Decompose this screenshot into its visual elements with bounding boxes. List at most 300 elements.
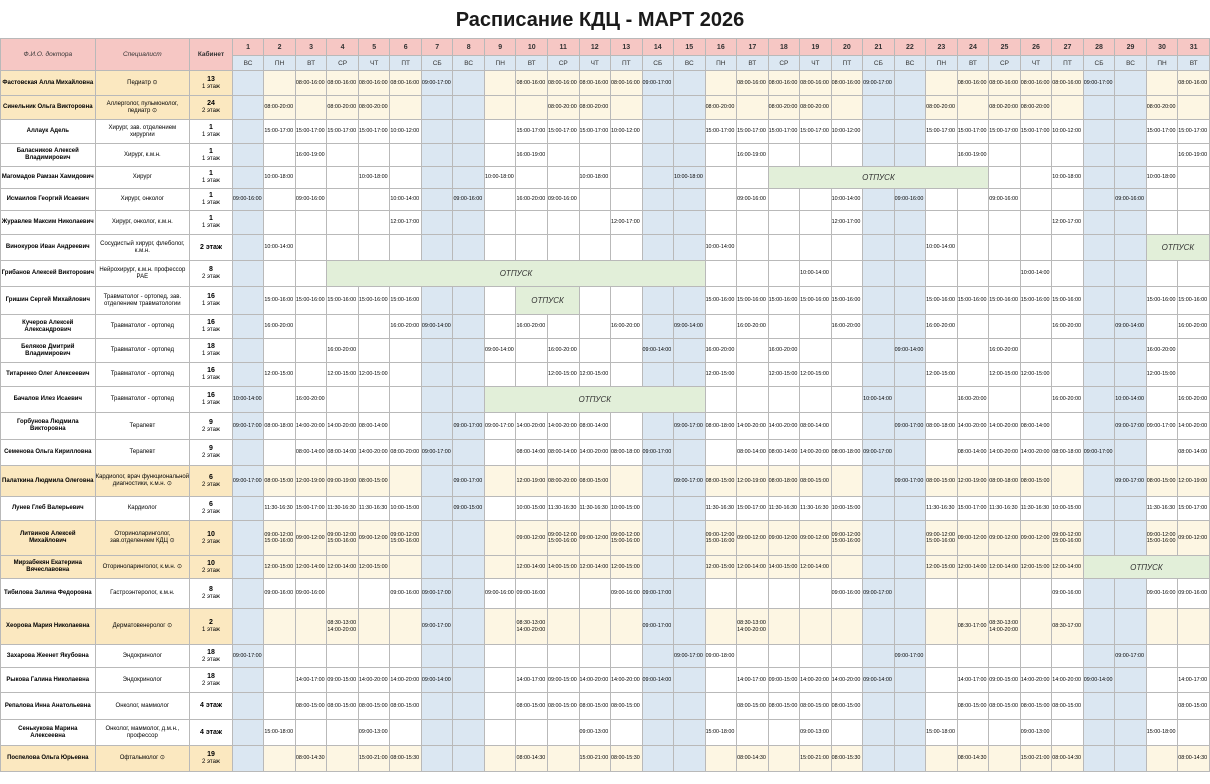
schedule-cell (674, 235, 706, 261)
doctor-row (1, 211, 1210, 235)
schedule-cell: 10:00-18:00 (1146, 167, 1178, 189)
cabinet-number: 16 (207, 392, 215, 400)
schedule-cell (579, 579, 611, 609)
doctor-specialty: Терапевт (95, 440, 190, 466)
schedule-cell: 09:00-12:00 (957, 521, 989, 556)
schedule-cell: 15:00-18:00 (264, 720, 296, 746)
schedule-cell: 08:00-14:30 (1052, 746, 1084, 772)
schedule-cell (831, 261, 863, 287)
schedule-cell (1178, 189, 1210, 211)
schedule-cell (232, 497, 264, 521)
schedule-cell (484, 521, 516, 556)
schedule-cell: 16:00-19:00 (737, 144, 769, 167)
schedule-cell: 11:30-16:30 (547, 497, 579, 521)
schedule-cell (547, 235, 579, 261)
schedule-cell (484, 235, 516, 261)
schedule-cell: 15:00-16:00 (800, 287, 832, 315)
schedule-cell: 15:00-18:00 (705, 720, 737, 746)
schedule-cell (1115, 96, 1147, 120)
day-number: 1 (232, 39, 264, 56)
schedule-cell: 15:00-17:00 (516, 120, 548, 144)
schedule-cell: 14:00-20:00 (1052, 668, 1084, 693)
schedule-cell: 08:00-18:00 (989, 466, 1021, 497)
schedule-cell (642, 167, 674, 189)
doctor-specialty: Хирург, онколог (95, 189, 190, 211)
schedule-cell (737, 339, 769, 363)
schedule-cell: 11:30-16:30 (327, 497, 359, 521)
schedule-cell (705, 189, 737, 211)
schedule-cell: 09:00-12:00 15:00-16:00 (327, 521, 359, 556)
schedule-cell: 08:00-15:00 (1146, 466, 1178, 497)
schedule-cell: 15:00-17:00 (547, 120, 579, 144)
schedule-cell: 08:00-20:00 (547, 466, 579, 497)
schedule-cell (1083, 363, 1115, 387)
schedule-cell: 14:00-15:00 (547, 556, 579, 579)
doctor-cabinet (190, 144, 233, 167)
cabinet-number: 18 (207, 648, 215, 656)
schedule-cell (232, 579, 264, 609)
schedule-cell (674, 579, 706, 609)
schedule-cell: 09:00-17:00 (1115, 466, 1147, 497)
day-number: 22 (894, 39, 926, 56)
schedule-cell: 08:30-13:00 14:00-20:00 (327, 609, 359, 645)
schedule-cell: 16:00-19:00 (1178, 144, 1210, 167)
schedule-cell: 09:00-17:00 (642, 579, 674, 609)
schedule-cell: 08:00-20:00 (800, 96, 832, 120)
schedule-cell (1083, 497, 1115, 521)
schedule-cell (863, 235, 895, 261)
schedule-cell: 12:00-15:00 (926, 556, 958, 579)
schedule-cell: 09:00-16:00 (611, 579, 643, 609)
cabinet-number: 16 (207, 319, 215, 327)
schedule-cell: 08:00-14:00 (768, 440, 800, 466)
schedule-cell: 16:00-20:00 (547, 339, 579, 363)
schedule-cell (831, 645, 863, 668)
schedule-cell (232, 668, 264, 693)
schedule-cell (579, 339, 611, 363)
day-number: 17 (737, 39, 769, 56)
schedule-cell (989, 235, 1021, 261)
schedule-cell (642, 144, 674, 167)
schedule-cell (453, 363, 485, 387)
cabinet-number: 2 этаж (200, 243, 222, 251)
doctor-name: Грибанов Алексей Викторович (1, 261, 96, 287)
doctor-row (1, 693, 1210, 720)
schedule-cell: 08:00-14:30 (516, 746, 548, 772)
schedule-cell (1052, 645, 1084, 668)
schedule-cell (705, 609, 737, 645)
schedule-cell: 09:00-16:00 (453, 189, 485, 211)
schedule-cell (863, 363, 895, 387)
schedule-cell (232, 693, 264, 720)
schedule-cell (957, 579, 989, 609)
day-of-week: ВС (453, 56, 485, 71)
schedule-cell (611, 189, 643, 211)
schedule-cell: 11:30-16:30 (705, 497, 737, 521)
schedule-cell (1115, 497, 1147, 521)
schedule-cell: 09:00-16:00 (295, 579, 327, 609)
schedule-cell: 08:00-15:00 (1020, 693, 1052, 720)
schedule-cell: 08:00-15:00 (737, 693, 769, 720)
schedule-cell (1146, 71, 1178, 96)
schedule-cell: 15:00-16:00 (705, 287, 737, 315)
schedule-cell (1083, 693, 1115, 720)
cabinet-number: 18 (207, 672, 215, 680)
schedule-cell: 08:00-18:00 (705, 413, 737, 440)
schedule-cell: 15:00-16:00 (358, 287, 390, 315)
schedule-cell: 08:00-15:00 (390, 693, 422, 720)
schedule-cell: 09:00-13:00 (579, 720, 611, 746)
day-number: 18 (768, 39, 800, 56)
cabinet-number: 8 (209, 586, 213, 594)
doctor-row (1, 96, 1210, 120)
schedule-cell (264, 440, 296, 466)
schedule-cell (1083, 339, 1115, 363)
schedule-cell: 11:30-16:30 (358, 497, 390, 521)
schedule-cell (674, 189, 706, 211)
schedule-cell: 08:00-20:00 (989, 96, 1021, 120)
schedule-cell: 09:00-12:00 15:00-16:00 (1052, 521, 1084, 556)
schedule-cell: 09:00-17:00 (421, 71, 453, 96)
schedule-cell: 08:00-14:00 (358, 413, 390, 440)
day-of-week: ВС (1115, 56, 1147, 71)
doctor-row (1, 235, 1210, 261)
schedule-cell: 12:00-19:00 (957, 466, 989, 497)
schedule-cell (264, 645, 296, 668)
schedule-cell (232, 120, 264, 144)
schedule-cell: 09:00-17:00 (421, 579, 453, 609)
schedule-cell: 08:00-15:00 (926, 466, 958, 497)
schedule-cell: 15:00-17:00 (1146, 120, 1178, 144)
schedule-cell (1115, 693, 1147, 720)
schedule-cell (516, 363, 548, 387)
schedule-cell (295, 261, 327, 287)
schedule-cell (642, 189, 674, 211)
day-of-week: ВТ (737, 56, 769, 71)
schedule-cell (453, 287, 485, 315)
schedule-cell: 08:00-16:00 (768, 71, 800, 96)
schedule-cell (484, 440, 516, 466)
schedule-cell: 12:00-15:00 (1020, 556, 1052, 579)
day-of-week: СБ (1083, 56, 1115, 71)
schedule-cell (1178, 96, 1210, 120)
schedule-cell (327, 189, 359, 211)
schedule-cell: 09:00-13:00 (1020, 720, 1052, 746)
schedule-cell: 09:00-12:00 (800, 521, 832, 556)
schedule-cell (674, 556, 706, 579)
doctor-cabinet (190, 609, 233, 645)
day-number: 24 (957, 39, 989, 56)
schedule-cell (1178, 609, 1210, 645)
schedule-cell (737, 363, 769, 387)
day-number: 7 (421, 39, 453, 56)
schedule-cell: 11:30-16:30 (989, 497, 1021, 521)
schedule-cell: 09:00-13:00 (800, 720, 832, 746)
day-of-week: ЧТ (800, 56, 832, 71)
schedule-cell (1115, 668, 1147, 693)
doctor-cabinet (190, 720, 233, 746)
schedule-cell (264, 693, 296, 720)
doctor-specialty: Сосудистый хирург, флеболог, к.м.н. (95, 235, 190, 261)
doctor-name: Литвинов Алексей Михайлович (1, 521, 96, 556)
schedule-cell: 11:30-16:30 (800, 497, 832, 521)
schedule-cell: 14:00-20:00 (989, 413, 1021, 440)
schedule-cell: 09:00-17:00 (863, 71, 895, 96)
schedule-cell (264, 668, 296, 693)
schedule-cell (894, 497, 926, 521)
schedule-cell: 09:00-13:00 (358, 720, 390, 746)
schedule-cell (547, 746, 579, 772)
day-number: 6 (390, 39, 422, 56)
schedule-cell (894, 120, 926, 144)
schedule-cell (1020, 235, 1052, 261)
schedule-cell: 12:00-15:00 (358, 556, 390, 579)
doctor-specialty: Хирург, к.м.н. (95, 144, 190, 167)
schedule-cell: 12:00-14:00 (579, 556, 611, 579)
schedule-cell (516, 339, 548, 363)
cabinet-number: 9 (209, 418, 213, 426)
schedule-cell (1115, 144, 1147, 167)
schedule-cell: 08:00-18:00 (926, 413, 958, 440)
doctor-row (1, 497, 1210, 521)
schedule-cell (863, 96, 895, 120)
schedule-cell (800, 211, 832, 235)
schedule-cell (327, 746, 359, 772)
schedule-table (0, 38, 1210, 772)
schedule-cell: 12:00-14:00 (327, 556, 359, 579)
schedule-cell: 12:00-15:00 (989, 363, 1021, 387)
schedule-cell: 16:00-20:00 (957, 387, 989, 413)
schedule-cell: 12:00-17:00 (831, 211, 863, 235)
schedule-cell (894, 261, 926, 287)
schedule-cell: 15:00-17:00 (926, 120, 958, 144)
schedule-cell (453, 235, 485, 261)
cabinet-floor: 2 этаж (201, 108, 220, 115)
schedule-cell: 09:00-17:00 (863, 440, 895, 466)
schedule-cell (642, 413, 674, 440)
schedule-cell: 09:00-15:00 (989, 668, 1021, 693)
schedule-cell (611, 339, 643, 363)
schedule-cell: 08:00-15:00 (295, 693, 327, 720)
schedule-cell: 08:00-15:30 (611, 746, 643, 772)
cabinet-floor: 2 этаж (201, 680, 220, 687)
schedule-cell (611, 144, 643, 167)
cabinet-number: 4 этаж (200, 702, 222, 710)
schedule-cell: 12:00-14:00 (516, 556, 548, 579)
schedule-cell (1115, 579, 1147, 609)
schedule-cell: 10:00-14:00 (232, 387, 264, 413)
doctor-row (1, 387, 1210, 413)
vacation-block: ОТПУСК (1146, 235, 1209, 261)
day-of-week: СР (989, 56, 1021, 71)
schedule-cell (579, 609, 611, 645)
day-number: 5 (358, 39, 390, 56)
schedule-cell: 09:00-17:00 (894, 645, 926, 668)
schedule-cell: 08:00-14:00 (547, 440, 579, 466)
schedule-cell: 09:00-17:00 (642, 609, 674, 645)
schedule-cell (232, 144, 264, 167)
schedule-cell: 16:00-20:00 (611, 315, 643, 339)
schedule-cell (295, 363, 327, 387)
schedule-cell: 08:00-14:00 (295, 440, 327, 466)
doctor-name: Фастовская Алла Михайловна (1, 71, 96, 96)
schedule-cell: 09:00-12:00 (516, 521, 548, 556)
schedule-cell (1020, 645, 1052, 668)
schedule-cell (453, 440, 485, 466)
schedule-cell (957, 189, 989, 211)
schedule-cell (863, 315, 895, 339)
schedule-cell (863, 746, 895, 772)
schedule-cell (863, 693, 895, 720)
schedule-cell (295, 645, 327, 668)
schedule-cell (327, 167, 359, 189)
cabinet-number: 13 (207, 75, 215, 83)
schedule-cell (358, 609, 390, 645)
doctor-specialty: Кардиолог (95, 497, 190, 521)
schedule-cell: 11:30-16:30 (768, 497, 800, 521)
schedule-cell (453, 556, 485, 579)
schedule-cell (894, 521, 926, 556)
day-of-week: ПТ (1052, 56, 1084, 71)
schedule-cell (1052, 189, 1084, 211)
schedule-cell (264, 387, 296, 413)
doctor-name: Магомадов Рамзан Хамидович (1, 167, 96, 189)
schedule-cell: 09:00-17:00 (642, 440, 674, 466)
schedule-cell: 12:00-15:00 (800, 363, 832, 387)
schedule-cell (1146, 189, 1178, 211)
schedule-cell: 08:00-14:00 (516, 440, 548, 466)
schedule-cell: 14:00-20:00 (768, 413, 800, 440)
schedule-cell: 09:00-15:00 (453, 497, 485, 521)
cabinet-number: 24 (207, 100, 215, 108)
schedule-cell (1083, 235, 1115, 261)
doctor-specialty: Оториноларинголог, к.м.н. ⊙ (95, 556, 190, 579)
schedule-cell: 09:00-17:00 (232, 466, 264, 497)
doctor-name: Журавлев Максим Николаевич (1, 211, 96, 235)
schedule-cell (1052, 466, 1084, 497)
schedule-cell: 14:00-17:00 (737, 668, 769, 693)
doctor-cabinet (190, 211, 233, 235)
doctor-name: Горбунова Людмила Викторовна (1, 413, 96, 440)
schedule-cell (547, 315, 579, 339)
schedule-cell (1020, 579, 1052, 609)
schedule-cell (453, 387, 485, 413)
schedule-cell (894, 71, 926, 96)
schedule-cell (453, 668, 485, 693)
schedule-cell (453, 167, 485, 189)
schedule-cell (674, 720, 706, 746)
day-of-week: ЧТ (579, 56, 611, 71)
schedule-cell: 12:00-19:00 (737, 466, 769, 497)
doctor-specialty: Травматолог - ортопед (95, 387, 190, 413)
schedule-cell (863, 521, 895, 556)
schedule-cell (1020, 387, 1052, 413)
schedule-cell (705, 440, 737, 466)
header-specialist: Специалист (95, 39, 190, 71)
schedule-cell (453, 693, 485, 720)
schedule-cell: 16:00-20:00 (327, 339, 359, 363)
schedule-cell: 08:00-15:00 (358, 693, 390, 720)
schedule-cell (611, 287, 643, 315)
schedule-cell: 14:00-20:00 (327, 413, 359, 440)
schedule-cell: 14:00-20:00 (1020, 440, 1052, 466)
schedule-cell (264, 211, 296, 235)
schedule-cell: 08:00-15:00 (800, 693, 832, 720)
schedule-cell (737, 167, 769, 189)
schedule-cell (232, 339, 264, 363)
day-number: 15 (674, 39, 706, 56)
doctor-name: Гришин Сергей Михайлович (1, 287, 96, 315)
schedule-cell (1083, 315, 1115, 339)
schedule-cell (611, 235, 643, 261)
schedule-cell: 14:00-20:00 (516, 413, 548, 440)
schedule-cell (737, 720, 769, 746)
doctor-specialty: Эндокринолог (95, 645, 190, 668)
schedule-cell (674, 521, 706, 556)
schedule-cell: 09:00-16:00 (264, 579, 296, 609)
schedule-cell (484, 287, 516, 315)
cabinet-floor: 1 этаж (201, 627, 220, 634)
schedule-cell (831, 339, 863, 363)
schedule-cell (358, 144, 390, 167)
schedule-cell (768, 746, 800, 772)
schedule-cell (642, 315, 674, 339)
schedule-cell (926, 645, 958, 668)
schedule-cell: 15:00-17:00 (1178, 497, 1210, 521)
day-of-week: СР (327, 56, 359, 71)
schedule-cell (737, 96, 769, 120)
schedule-cell (863, 339, 895, 363)
schedule-cell (1146, 144, 1178, 167)
schedule-cell (768, 315, 800, 339)
schedule-cell: 08:00-15:00 (1020, 466, 1052, 497)
doctor-specialty: Оториноларинголог, зав.отделением КДЦ ⊙ (95, 521, 190, 556)
schedule-cell (674, 440, 706, 466)
schedule-cell (611, 466, 643, 497)
doctor-cabinet (190, 120, 233, 144)
schedule-cell (1083, 645, 1115, 668)
schedule-cell: 09:00-16:00 (737, 189, 769, 211)
schedule-cell: 09:00-17:00 (642, 71, 674, 96)
schedule-cell (705, 693, 737, 720)
schedule-cell (390, 167, 422, 189)
schedule-cell: 10:00-14:00 (800, 261, 832, 287)
schedule-cell (1052, 363, 1084, 387)
schedule-cell: 08:00-15:00 (327, 693, 359, 720)
day-number: 10 (516, 39, 548, 56)
schedule-cell (705, 668, 737, 693)
schedule-cell: 08:00-20:00 (390, 440, 422, 466)
schedule-cell (926, 693, 958, 720)
schedule-cell (705, 71, 737, 96)
schedule-cell: 15:00-16:00 (390, 287, 422, 315)
schedule-cell: 08:00-14:30 (295, 746, 327, 772)
schedule-cell (453, 120, 485, 144)
schedule-cell (484, 71, 516, 96)
schedule-cell (1115, 521, 1147, 556)
doctor-name: Репалова Инна Анатольевна (1, 693, 96, 720)
schedule-cell (800, 339, 832, 363)
day-of-week: СБ (642, 56, 674, 71)
schedule-cell: 10:00-18:00 (579, 167, 611, 189)
day-of-week: ПТ (611, 56, 643, 71)
schedule-cell (484, 363, 516, 387)
schedule-cell (232, 521, 264, 556)
schedule-cell (453, 71, 485, 96)
cabinet-floor: 2 этаж (201, 656, 220, 663)
doctor-specialty: Хирург, онколог, к.м.н. (95, 211, 190, 235)
schedule-cell: 09:00-12:00 (358, 521, 390, 556)
